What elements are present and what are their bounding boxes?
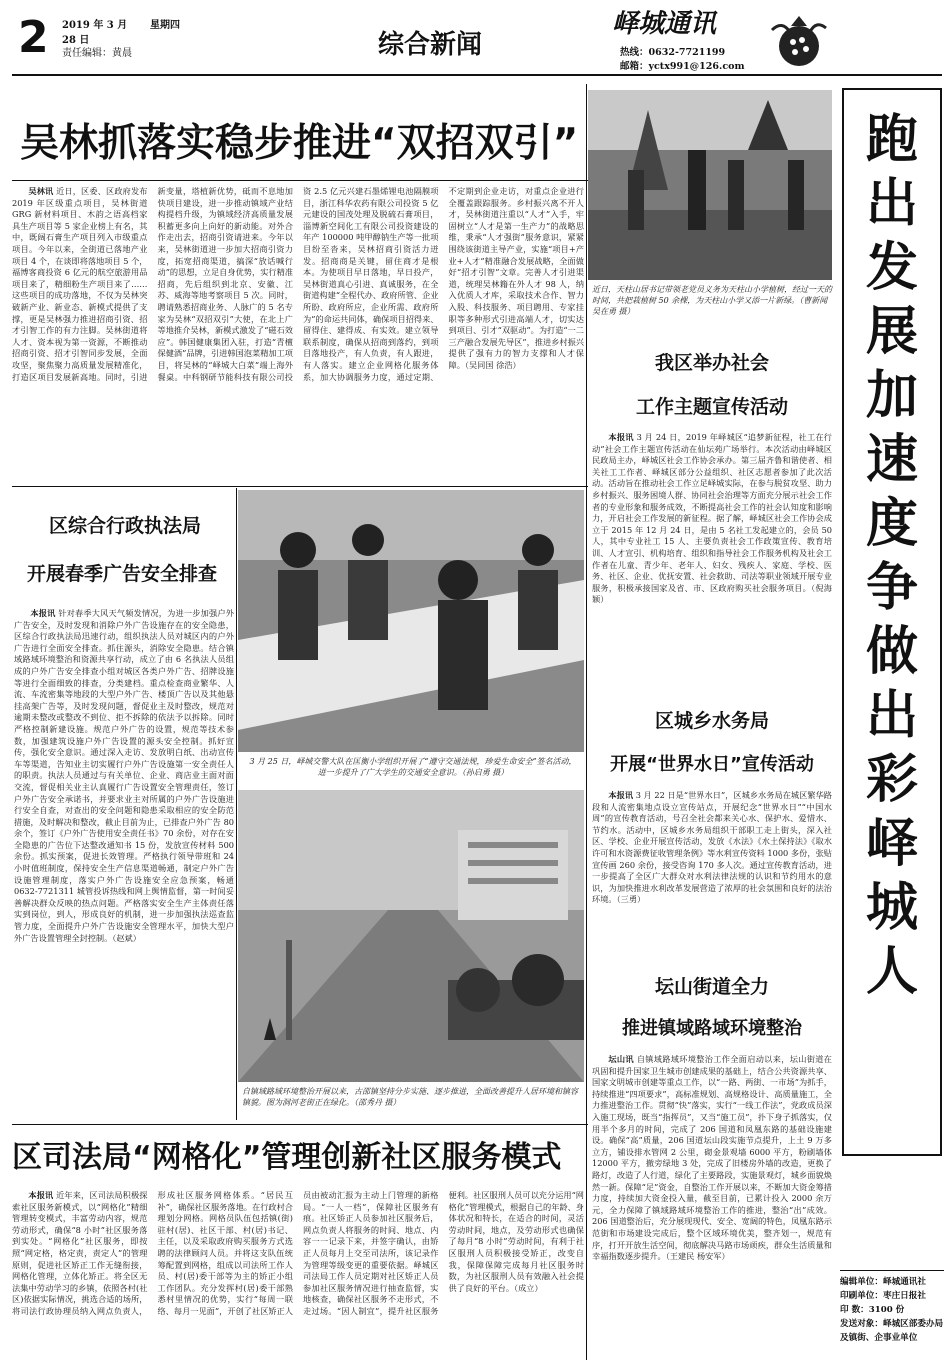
email: 邮箱：yctx991@126.com: [620, 61, 745, 72]
delivery: 发送对象：峄城区部委办局及镇街、企事业单位: [840, 1319, 944, 1343]
masthead-info: [840, 1270, 944, 1362]
env-article-text: 自镇域路域环境整治工作全面启动以来，坛山街道在巩固和提升国家卫生城市创建成果的基础上，结合公共资源共享、国家文明城市创建等重点工作，以“一路、两街、一市场”为抓手，持续推进“四项要求”，高标准规划、高规格设计、高质量施工，全力推进整治工作。贯彻“快”落实，实行“一线工作法”，党政成员深入施工现场，既当“指挥员”，又当“施工员”，扑下身子抓落实，仅用半个多月的时间，完成了 206 国道和凤凰东路的基础设施建设。确保“高”质量，206 国道坛山段实施节点提升，上土 9 万多立方，铺设排水管网 2 公里，砌金景观墙 6000 平方，粉刷墙体 12000 平方，撤旁绿地 3 处，完成了旧楼房外墙的改造，更换了路灯，改造了人行道，绿化了主要路段，实施景观灯，城乡面貌焕然一新。保障“足”资金，自整治工作开展以来，不断加大资金筹措力度，持续加大资金投入量，截至目前，已累计投入 2000 余万元，全力保障了镇域路域环境整治工作的推进，整治“出”成效。206 国道整治后，充分展现现代、安全、宽阔的特色，凤凰东路示范街和市场建设完成后，整个区域环境优美，整齐划一，规范有序，打开开放生活空间，彻底解决马路市场顽疾，群众生活质量和幸福指数逐步提升。: [592, 1054, 832, 1262]
justice-byline: 本报讯: [28, 1190, 54, 1200]
justice-article-body: [12, 1190, 584, 1360]
tree-planting-caption: [592, 284, 832, 318]
ad-article-body: [14, 608, 234, 1116]
street-greening-caption-text: 自镇域路域环境整治开展以来，古邵镇坚持分步实施、逐步推进，全面改善提升人居环境和镇容镇貌。图为洞河老街正在绿化。: [242, 1087, 578, 1107]
ad-byline: 本报讯: [30, 608, 56, 618]
hotline: 热线：0632-7721199: [620, 47, 726, 58]
main-byline: 吴林讯: [28, 186, 54, 196]
justice-article-text: 近年来，区司法局积极探索社区服务新模式，以“网格化”精细管理转变模式，丰富劳动内容，规范劳动形式，确保“8 小时”社区服务落到实处。“网格化”社区服务，即按照“网定格，格定责，责定人”的管理原则，促进社区矫正工作无缝衔接，网格化管理，立体化矫正。将全区无法集中劳动学习的乡镇，依照各村(社区)依据实际情况，挑选合适的场所，将司法行政协理员纳入网点负责人，形成社区服务网格体系。“居民互补”，确保社区服务落地。在行政村合理划分网格。网格员队伍包括镇(街)驻村(居)、社区干部、村(居)书记、主任，以及采取政府购买服务方式选聘的法律顾问人员。并将这支队伍统筹配置到网格，组成以司法所工作人员、村(居)委干部等为主的矫正小组工作团队。充分发挥村(居)委干部熟悉村里情况的优势，实行“每周一联络、每月一见面”，开创了社区矫正人员由被动汇报为主动上门管理的新格局。“一人一档”，保障社区服务有痕。社区矫正人员参加社区服务后，网点负责人将服务的时间、地点、内容一一记录下来，并签字确认，由矫正人员每月上交至司法所，该记录作为管理等级变更的重要依据。峄城区司法局工作人员定期对社区矫正人员参加社区服务情况进行抽查监督，实地核查，确保社区服务不走形式，不走过场。“因人制宜”，提升社区服务便利。社区服刑人员可以充分运用“网格化”管理模式，根据自己的年龄、身体状况和特长，在适合的时间，灵活劳动时间，地点，及劳动形式也确保了每月“8 小时”劳动时间，有利于社区服刑人员积极接受矫正，改变自我，保障保障完成每月社区服务时数，为社区服刑人员有效融入社会提供了良好的平台。: [12, 1190, 584, 1316]
section-title: 综合新闻: [377, 30, 482, 60]
social-headline-line1: 我区举办社会: [654, 352, 769, 374]
env-byline: 坛山讯: [608, 1054, 634, 1064]
justice-headline: 区司法局“网格化”管理创新社区服务模式: [12, 1140, 562, 1175]
ad-headline-line1: 区综合行政执法局: [48, 515, 201, 537]
tree-planting-caption-text: 近日，天柱山居书记带领老党员义务为天柱山小学植树，经过一天的时间，共把栽植树 50 余棵，为天柱山小学又添一片新绿。: [592, 285, 832, 305]
main-article-text: 近日，区委、区政府发布 2019 年区级重点项目，吴林街道 GRG 新材料项目、木韵之语高档家具生产项目等 5 家企业榜上有名，其中，既阔石膏生产项目列入市级重点项目。今年以来，全街道已落地产业项目 4 个，在谈即将落地项目 5 个，福博客商投资 6 亿元的航空旅游用品项目来了，精细粉生产项目来了……这些项目的成功落地，不仅为吴林突破新产业、新业态、新模式提供了支撑，更是吴林强力推进招商引资、招才引智工作的有力注脚。吴林街道将人才、资本视为第一资源，不断推动招商引资、招才引智同步发展，全面攻坚，聚焦聚力高质量发展精准化，打造区项目发展新高地。同时，引进新变量，塔植新优势，砥而不息地加快项目建设，进一步推动镇域产业结构提档升级，为镇域经济高质量发展积蓄更多向上向好的新动能。对外合作走出去，招商引资请进来。今年以来，吴林街道进一步加大招商引资力度，拓宽招商渠道，搞深“放话喊行动”的思想，立足自身优势，实行精准招商，先后组织到北京、安徽、江苏、威海等地考察项目 5 次。同时，聘请熟悉招商业务、人脉广的 5 名专家为吴林“双招双引”大使，在北上广等地推介吴林，新模式激发了“磁石效应”。韩国健康集团入驻，打造“青檀保健酒”品牌，引进韩国泡菜精加工项目，将吴林的“峄城大白菜”端上海外餐桌。中科钢研节能科技有限公司投资 2.5 亿元兴建石墨烯锂电池隔膜项目，浙江科华农药有限公司投资 5 亿元建设的国茂处理及脱硫石膏项目，淄博新空间化工有限公司投资建设的年产 100000 吨甲醇钠生产等一批项目纷至沓来，吴林招商引资活力迸发。招商商是关键，留住商才是根本。为使项目早日落地，早日投产，吴林街道真心引进、真诚服务，在全街道构建“全程代办、政府所管、企业所盼、政府所应，企业所需、政府所为”的命运共同体，确保项目招得来、留得住、建得成、有实效。建立领导联系制度，确保从招商到落约，到项目落地投产，有人负责，有人跟进，有人落实。建立企业网格化服务体系，加大协调服务力度，通过定期、不定期到企业走访，对重点企业进行全覆盖跟踪服务。乡村振兴离不开人才，吴林街道注重以“人才”入手，牢固树立“人才是第一生产力”的战略思维，秉承“人才强街”服务意识，紧紧围绕该街道主导产业，实施“项目+产业+人才”精准融合发展战略，全面做好“招才引智”文章。完善人才引进渠道，统理吴林籍在外人才 98 人，纳入优质人才库，采取技术合作、智力入股、科技服务、项目聘用、专家挂职等多种形式引进高端人才，切实达到项目、引才“双驱动”。为打造“一二三产融合发展先导区”，推进乡村振兴提供了强有力的智力支撑和人才保障。: [12, 186, 584, 382]
env-article-body: [592, 1054, 832, 1360]
tree-planting-photo-author: （曹新闻 吴在勇 摄）: [592, 296, 828, 316]
water-headline-line2: 开展“世界水日”宣传活动: [610, 754, 814, 775]
env-article-author: （王建民 杨安军）: [665, 1251, 730, 1262]
issue-weekday: 星期四: [150, 20, 180, 31]
print-run: 印 数：3100 份: [840, 1305, 905, 1315]
street-greening-photo: [238, 790, 584, 1082]
issue-date: 2019 年 3 月 28 日: [62, 20, 128, 46]
social-article-body: [592, 432, 832, 688]
ad-article-text: 针对春季大风天气频发情况，为进一步加强户外广告安全，及时发现和消除户外广告设施存在的安全隐患，区综合行政执法局迅速行动，组织执法人员对城区内的户外广告进行全面安全排查。抓住源头，消除安全隐患。结合镇域路域环境整治和资源共享行动，成立了由 6 名执法人员组成的户外广告安全排查小组对城区各类户外广告、招牌设施等进行全面细致的排查，分类建档。重点检查商业繁华、人流、车流密集等地段的大型户外广告、楼顶广告以及其他悬挂高架广告等，及时发现问题，督促业主及时整改，规范对逾期未整改或整改不到位、拒不拆除的依法予以拆除。同时严格控制新建设施。规范户外广告的设置，规范等技术参数，加强建筑设施户外广告设置的源头安全控制。抓好宣传，强化安全意识。通过深入走访、发放明白纸、出动宣传车等渠道，告知业主切实履行户外广告设施第一安全责任人的职责。执法人员通过与有关单位、企业、商店业主面对面交流，督促相关业主认真履行广告设置安全管理责任，签订户外广告安全承诺书，并要求业主对所属的户外广告设施进行安全自查，对查出的安全问题和隐患采取相应的安全防范措施，及时解决和整改，截止目前为止，已排查户外广告 80 余个，签订《户外广告使用安全责任书》70 余份，对存在安全隐患的广告位下达整改通知书 15 份，发放宣传材料 500 余份。抓实预案，促进长效管理。严格执行领导带班和 24 小时值班制度，保持安全生产信息渠道畅通，制定户外广告设施管理制度，落实户外广告设施安全应急预案，畅通 0632-7721311 城管投诉热线和网上舆情监督，第一时间妥善解决群众反映的热点问题。严格落实安全生产主体责任落实到岗位，到人，形成良好的机制，进一步加强执法巡查监管力度，全面提升户外广告设施安全管理水平，加快大型户外广告设置管理全封控制。: [14, 608, 234, 943]
main-headline: 吴林抓落实稳步推进“双招双引”: [20, 121, 579, 166]
print-unit: 印刷单位：枣庄日报社: [840, 1291, 926, 1301]
env-headline-line2: 推进镇域路域环境整治: [622, 1018, 802, 1039]
side-slogan-box: [842, 88, 942, 1156]
env-headline-line1: 坛山街道全力: [654, 976, 769, 998]
traffic-safety-caption: [246, 756, 580, 780]
tree-planting-photo: [588, 90, 832, 280]
traffic-safety-photo-author: （孙启勇 摄）: [461, 768, 509, 777]
water-article-body: [592, 790, 832, 956]
social-article-author: （倪海颖）: [592, 582, 832, 605]
social-article-text: 3 月 24 日，2019 年峄城区“追梦新征程，社工在行动”社会工作主题宣传活动在仙坛苑广场举行。本次活动由峄城区民政局主办，峄城区社会工作协会承办。第三届齐鲁和谐使者、相关社工工作者、峄城区部分公益组织、社区志愿者参加了此次活动。活动旨在推动社会工作立足峄城实际，在参与脱贫攻坚、助力乡村振兴、服务困境人群、协同社会治理等方面充分展示社会工作者的专业形象和服务成效，不断提高社会工作的社会认知度和影响力，开启社会工作发展的新征程。据了解，峄城区社会工作协会成立于 2015 年 12 月 24 日，是由 5 名社工发起建立的，会员 50 人，其中专业社工 15 人、主要负责社会工作政策宣传、教育培训、人才宣引、机构培育、组织和指导社会工作服务机构及社会工作者在儿童、青少年、老年人、妇女、残疾人、家庭、学校、医务、社区、企业、优抚安置、社会救助、司法等职业领域开展专业服务，积极承接国家及省、市、区政府购买社会服务项目。: [592, 432, 832, 593]
paper-name: 峄城通讯: [612, 9, 717, 39]
page-number: 2: [18, 12, 49, 63]
editor-unit: 编辑单位：峄城通讯社: [840, 1277, 926, 1287]
editor-line: 责任编辑：黄晨: [62, 48, 132, 59]
water-article-author: （三勇）: [616, 894, 646, 905]
pomegranate-logo-icon: [764, 10, 834, 72]
ad-article-author: （赵斌）: [112, 932, 141, 943]
main-article-body: [12, 186, 584, 478]
main-article-author: （吴同国 徐浩）: [464, 359, 521, 370]
traffic-safety-photo: [238, 490, 584, 752]
water-byline: 本报讯: [608, 790, 634, 800]
traffic-safety-caption-text: 3 月 25 日，峄城交警大队在匡衡小学组织开展了“遵守交通法规，珍爱生命安全”签名活动，进一步提升了广大学生的交通安全意识。: [249, 757, 577, 777]
side-slogan: 跑出发展加速度 争做出彩峄城人: [865, 110, 918, 1002]
water-headline-line1: 区城乡水务局: [654, 710, 769, 732]
social-byline: 本报讯: [608, 432, 634, 442]
street-greening-caption: [242, 1086, 582, 1120]
street-greening-photo-author: （邵秀丹 摄）: [354, 1098, 401, 1107]
social-headline-line2: 工作主题宣传活动: [635, 396, 788, 418]
water-article-text: 3 月 22 日是“世界水日”，区城乡水务局在城区繁华路段和人流密集地点设立宣传站点，开展纪念“世界水日”“中国水周”的宣传教育活动，号召全社会都来关心水、保护水、爱惜水、节约水。活动中，区城乡水务局组织干部职工走上街头，深入社区、学校、企业开展宣传活动，发放《水法》《水土保持法》《取水许可和水资源费征收管理条例》等水利宣传资料 1000 多份，张贴宣传画 260 余份，接受咨询 170 多人次。通过宣传教育活动，进一步提高了全区广大群众对水利法律法规的认识和节约用水的意识，为加快推进水利改革发展营造了浓厚的社会氛围和良好的法治环境。: [592, 790, 832, 905]
ad-headline-line2: 开展春季广告安全排查: [26, 563, 217, 585]
justice-article-author: （成立）: [514, 1282, 543, 1293]
